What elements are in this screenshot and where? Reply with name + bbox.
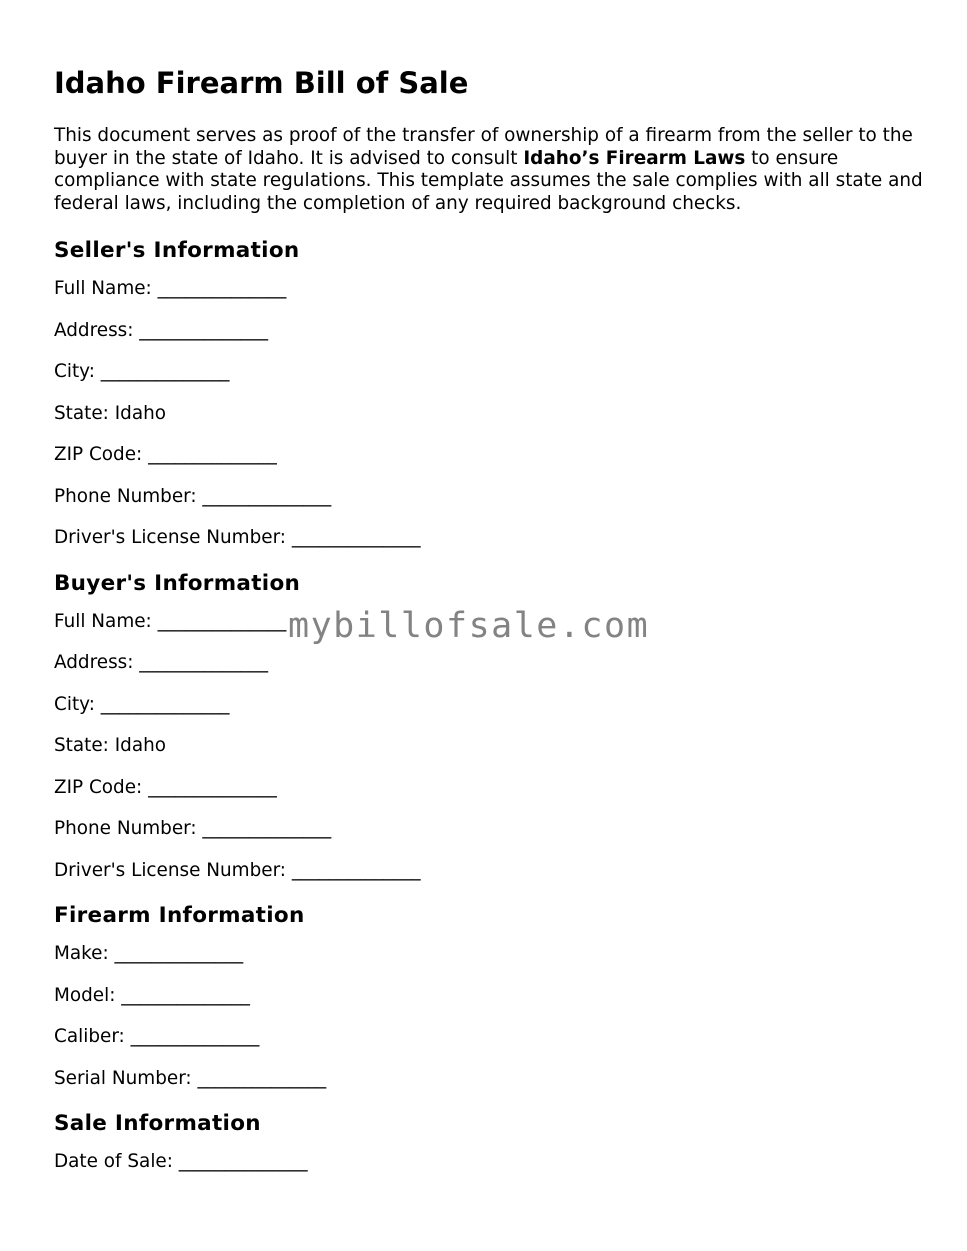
page-title: Idaho Firearm Bill of Sale xyxy=(54,66,469,100)
buyer-zip-code-field[interactable]: ZIP Code: ______________ xyxy=(54,776,277,798)
firearm-make-field[interactable]: Make: ______________ xyxy=(54,943,244,965)
section-heading-seller: Seller's Information xyxy=(54,238,300,264)
seller-phone-number-field[interactable]: Phone Number: ______________ xyxy=(54,485,332,507)
seller-city-field[interactable]: City: ______________ xyxy=(54,361,230,383)
watermark: mybillofsale.com xyxy=(288,606,650,646)
buyer-drivers-license-field[interactable]: Driver's License Number: ______________ xyxy=(54,859,421,881)
buyer-address-field[interactable]: Address: ______________ xyxy=(54,652,269,674)
intro-text-1: This document serves as proof of the transfer of ownership of a firearm from the seller to the buyer in the state of Idaho. It is advised to consult xyxy=(54,125,913,169)
intro-text-2: to ensure compliance with state regulations. This template assumes the sale complies with all state and federal laws, including the completion of any required background checks. xyxy=(54,147,923,214)
section-heading-buyer: Buyer's Information xyxy=(54,570,301,596)
firearm-serial-number-field[interactable]: Serial Number: ______________ xyxy=(54,1067,327,1089)
section-heading-firearm: Firearm Information xyxy=(54,903,305,929)
idaho-firearm-laws-reference: Idaho’s Firearm Laws xyxy=(523,147,746,169)
seller-full-name-field[interactable]: Full Name: ______________ xyxy=(54,278,287,300)
seller-zip-code-field[interactable]: ZIP Code: ______________ xyxy=(54,444,277,466)
section-heading-sale: Sale Information xyxy=(54,1111,261,1137)
intro-paragraph xyxy=(54,125,924,215)
sale-information-section xyxy=(54,1109,924,1193)
seller-address-field[interactable]: Address: ______________ xyxy=(54,319,269,341)
buyer-full-name-field[interactable]: Full Name: ______________ xyxy=(54,610,287,632)
buyer-city-field[interactable]: City: ______________ xyxy=(54,693,230,715)
firearm-model-field[interactable]: Model: ______________ xyxy=(54,984,250,1006)
buyer-state-field: State: Idaho xyxy=(54,735,166,757)
buyer-phone-number-field[interactable]: Phone Number: ______________ xyxy=(54,818,332,840)
firearm-information-section xyxy=(54,901,924,1109)
date-of-sale-field[interactable]: Date of Sale: ______________ xyxy=(54,1151,308,1173)
firearm-caliber-field[interactable]: Caliber: ______________ xyxy=(54,1026,260,1048)
seller-drivers-license-field[interactable]: Driver's License Number: ______________ xyxy=(54,527,421,549)
seller-information-section xyxy=(54,236,924,569)
seller-state-field: State: Idaho xyxy=(54,402,166,424)
